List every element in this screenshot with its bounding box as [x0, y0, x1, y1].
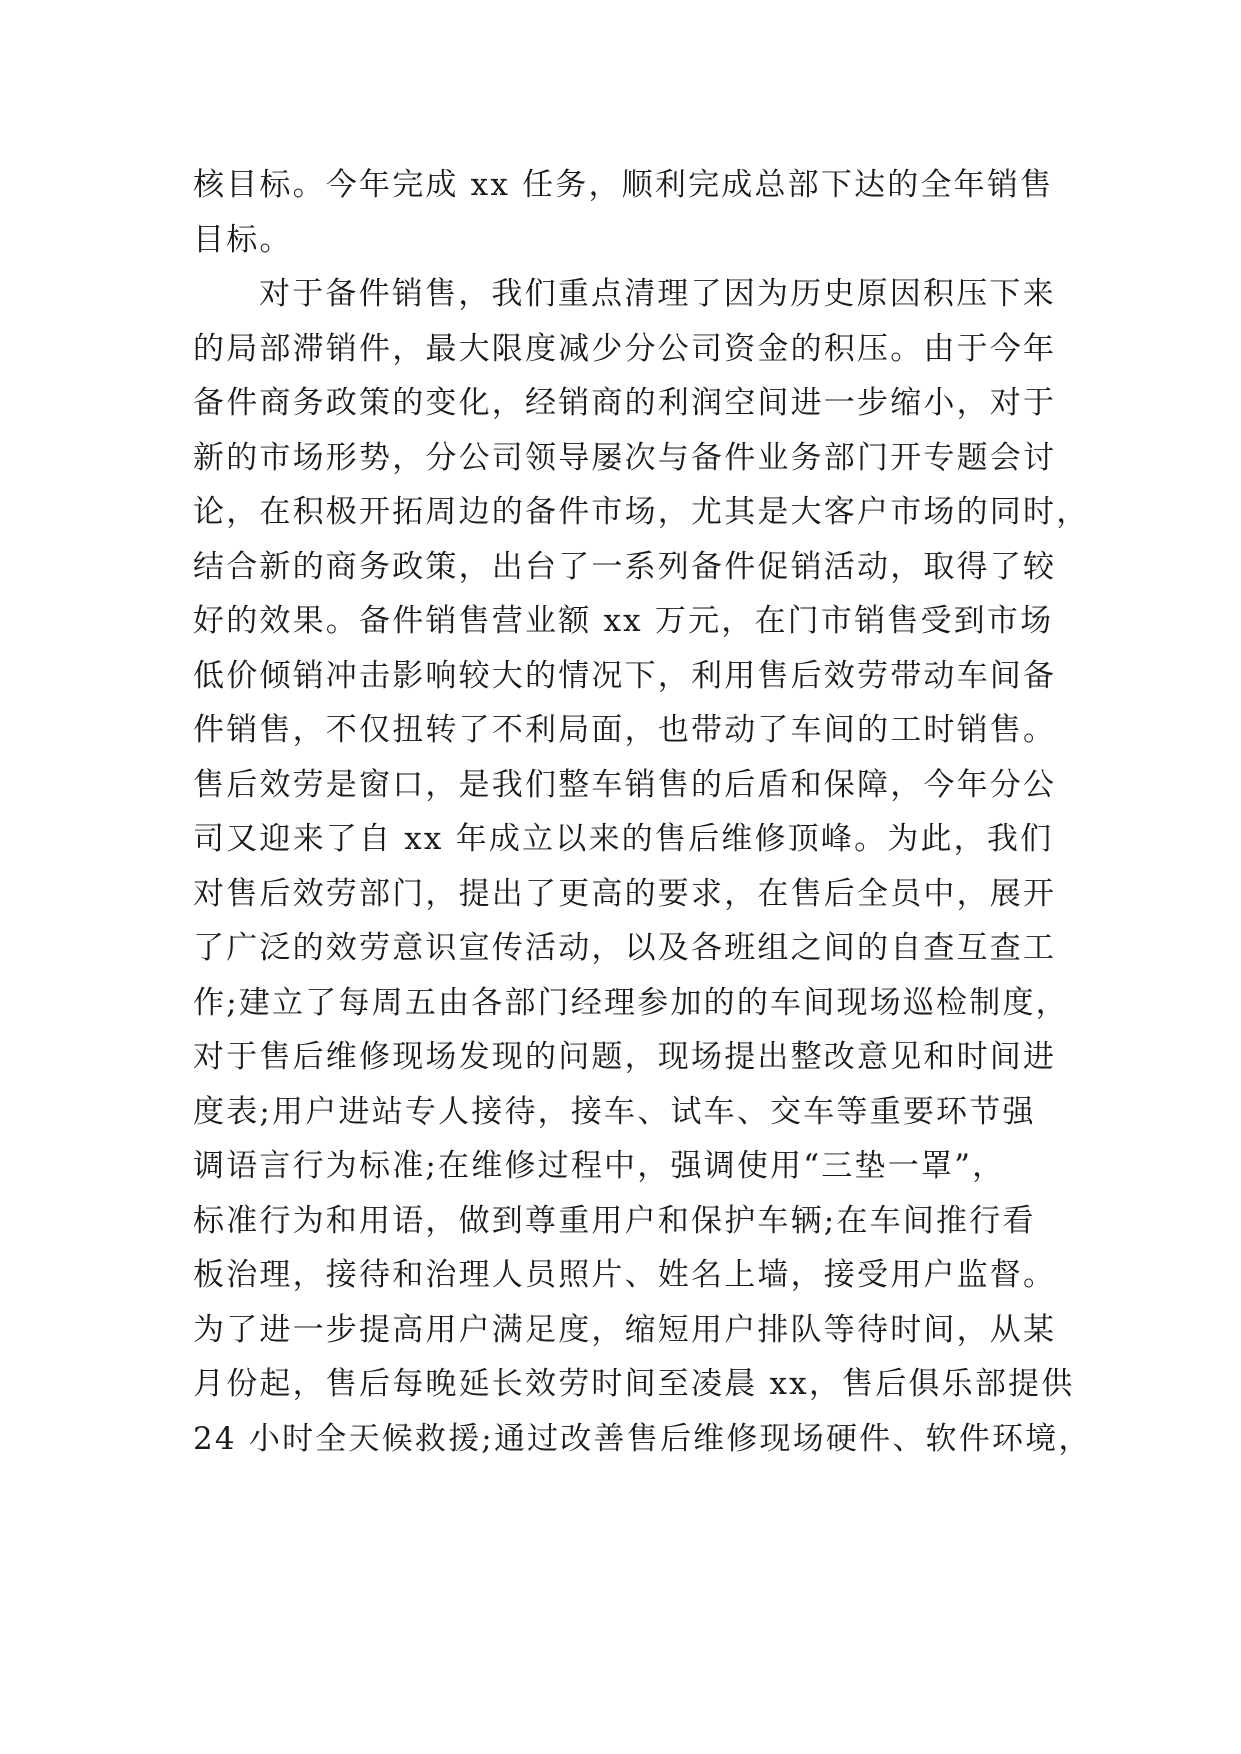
text-line: 板治理，接待和治理人员照片、姓名上墙，接受用户监督。 [193, 1257, 1057, 1293]
text-line: 24 小时全天候救援;通过改善售后维修现场硬件、软件环境， [193, 1420, 1092, 1457]
text-line: 作;建立了每周五由各部门经理参加的的车间现场巡检制度， [193, 984, 1069, 1021]
text-line: 备件商务政策的变化，经销商的利润空间进一步缩小，对于 [193, 385, 1057, 421]
text-line: 论，在积极开拓周边的备件市场，尤其是大客户市场的同时， [193, 494, 1090, 530]
text-line: 结合新的商务政策，出台了一系列备件促销活动，取得了较 [193, 548, 1057, 585]
text-line: 月份起，售后每晚延长效劳时间至凌晨 xx，售后俱乐部提供 [193, 1366, 1075, 1402]
text-line: 的局部滞销件，最大限度减少分公司资金的积压。由于今年 [193, 330, 1057, 367]
text-line: 好的效果。备件销售营业额 xx 万元，在门市销售受到市场 [193, 603, 1054, 639]
text-line: 件销售，不仅扭转了不利局面，也带动了车间的工时销售。 [193, 712, 1057, 748]
paragraph-first-line: 对于备件销售，我们重点清理了因为历史原因积压下来 [259, 276, 1056, 312]
body-text [193, 158, 1092, 1466]
text-line: 对售后效劳部门，提出了更高的要求，在售后全员中，展开 [193, 875, 1057, 912]
text-line: 度表;用户进站专人接待，接车、试车、交车等重要环节强 [193, 1093, 1036, 1130]
text-line: 了广泛的效劳意识宣传活动，以及各班组之间的自查互查工 [193, 930, 1057, 966]
text-line: 目标。 [193, 221, 293, 258]
text-line: 调语言行为标准;在维修过程中，强调使用“三垫一罩”， [193, 1148, 1006, 1184]
text-line: 新的市场形势，分公司领导屡次与备件业务部门开专题会讨 [193, 439, 1057, 476]
text-line: 核目标。今年完成 xx 任务，顺利完成总部下达的全年销售 [193, 167, 1054, 203]
text-line: 对于售后维修现场发现的问题，现场提出整改意见和时间进 [193, 1039, 1057, 1075]
text-line: 司又迎来了自 xx 年成立以来的售后维修顶峰。为此，我们 [193, 821, 1054, 857]
text-line: 为了进一步提高用户满足度，缩短用户排队等待时间，从某 [193, 1311, 1057, 1348]
text-line: 标准行为和用语，做到尊重用户和保护车辆;在车间推行看 [193, 1202, 1036, 1239]
text-line: 低价倾销冲击影响较大的情况下，利用售后效劳带动车间备 [193, 657, 1057, 694]
text-line: 售后效劳是窗口，是我们整车销售的后盾和保障，今年分公 [193, 766, 1057, 803]
